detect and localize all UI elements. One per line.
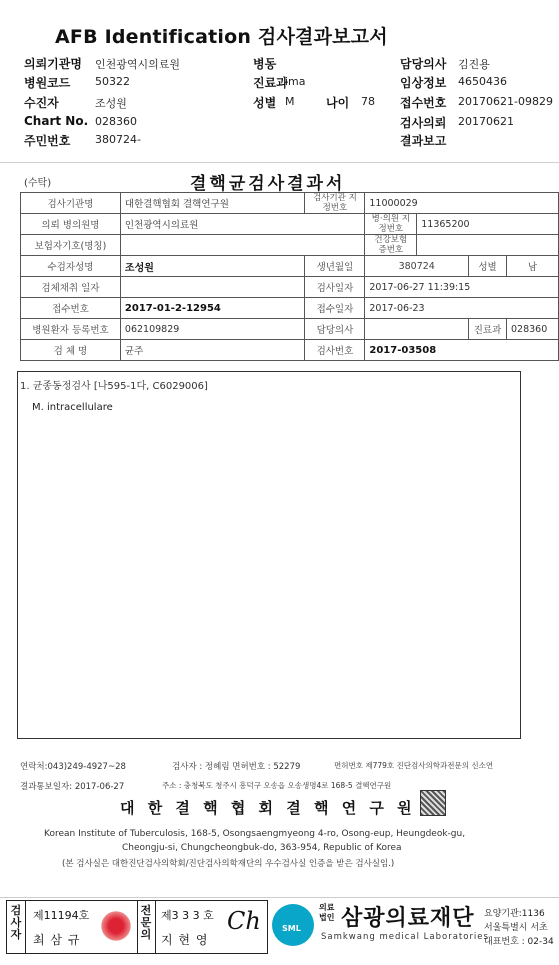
cell-value: 2017-06-23 [365, 298, 559, 319]
cell-label: 검사기관명 [21, 193, 121, 214]
cell-label: 진료과 [469, 319, 507, 340]
cell-label: 접수번호 [21, 298, 121, 319]
table-row [21, 256, 559, 277]
cell-value: 11365200 [417, 214, 559, 235]
cell-value: 11000029 [365, 193, 559, 214]
value-clinical-info: 4650436 [458, 75, 507, 88]
tester-license: 제11194호 [33, 909, 90, 922]
divider [137, 901, 138, 953]
certification-note: (본 검사실은 대한진단검사의학회/진단검사의학재단의 우수검사실 인증을 받은 검사실임.) [62, 859, 395, 869]
value-accession: 20170621-09829 [458, 95, 553, 108]
label-result-report: 결과보고 [400, 134, 447, 148]
table-row [21, 235, 559, 256]
table-row [21, 319, 559, 340]
cell-value: 028360 [507, 319, 559, 340]
value-dept: ima [285, 75, 306, 88]
label-clinical-info: 임상정보 [400, 76, 447, 90]
value-patient: 조성원 [95, 97, 127, 110]
label-patient: 수진자 [24, 96, 59, 110]
cell-value [365, 319, 469, 340]
table-row [21, 193, 559, 214]
tester-name: 최 삼 규 [33, 933, 81, 947]
cell-value: 인천광역시의료원 [120, 214, 364, 235]
result-line: 1. 균종동정검사 [나595-1다, C6029006] [20, 381, 208, 392]
sml-logo-icon [272, 904, 314, 946]
cell-value: 2017-06-27 11:39:15 [365, 277, 559, 298]
label-age: 나이 [326, 96, 350, 110]
cell-label: 성별 [469, 256, 507, 277]
cell-label: 의뢰 병의원명 [21, 214, 121, 235]
report-title: 결핵균검사결과서 [190, 174, 346, 194]
cell-label: 검사번호 [305, 340, 365, 361]
cell-value: 남 [507, 256, 559, 277]
value-sex: M [285, 95, 295, 108]
specialist-license: 제3 3 3 호 [161, 909, 214, 922]
cell-label: 병·의원 지정번호 [365, 214, 417, 235]
label-dept: 진료과 [253, 76, 288, 90]
specialist-name: 지 현 영 [161, 933, 209, 947]
cell-value: 380724 [365, 256, 469, 277]
value-hospital-code: 50322 [95, 75, 130, 88]
brand-subtitle: Samkwang medical Laboratories [321, 932, 489, 942]
brand-info-2: 서울특별시 서초 [484, 923, 548, 933]
result-box [17, 371, 521, 739]
label-ward: 병동 [253, 57, 277, 71]
tester-vertical-label: 검사자 [10, 904, 22, 941]
cell-value [417, 235, 559, 256]
value-chart-no: 028360 [95, 115, 137, 128]
cell-value [120, 235, 364, 256]
signature: Ch [227, 907, 261, 935]
brand-info-3: 대표번호 : 02-34 [484, 937, 554, 947]
report-tag: (수탁) [24, 178, 52, 189]
table-row [21, 298, 559, 319]
organism-name: M. intracellulare [32, 402, 113, 413]
cell-label: 건강보험 증번호 [365, 235, 417, 256]
divider [0, 162, 559, 163]
report-table [20, 192, 559, 361]
cell-label: 병원환자 등록번호 [21, 319, 121, 340]
brand-small: 의료 법인 [319, 903, 335, 922]
cell-value [120, 277, 305, 298]
footer-tester: 검사자 : 정혜림 면허번호 : 52279 [172, 762, 301, 772]
cell-value: 2017-03508 [365, 340, 559, 361]
divider [155, 901, 156, 953]
divider [25, 901, 26, 953]
label-request-date: 검사의뢰 [400, 116, 447, 130]
cell-label: 생년월일 [305, 256, 365, 277]
cell-value: 균주 [120, 340, 305, 361]
page-title: AFB Identification 검사결과보고서 [55, 26, 388, 48]
label-accession: 접수번호 [400, 96, 447, 110]
label-institution: 의뢰기관명 [24, 57, 82, 71]
table-row [21, 277, 559, 298]
value-request-date: 20170621 [458, 115, 514, 128]
specialist-vertical-label: 전문의 [140, 904, 152, 941]
table-row [21, 340, 559, 361]
cell-label: 수검자성명 [21, 256, 121, 277]
footer-report-date: 결과통보일자: 2017-06-27 [20, 782, 125, 792]
label-hospital-code: 병원코드 [24, 76, 71, 90]
label-doctor: 담당의사 [400, 57, 447, 71]
logo-text: SML [282, 924, 301, 933]
footer-address: 주소 : 충청북도 청주시 흥덕구 오송읍 오송생명4로 168-5 결핵연구원 [162, 781, 392, 790]
cell-label: 검 체 명 [21, 340, 121, 361]
cell-value: 대한결핵협회 결핵연구원 [120, 193, 305, 214]
cell-value: 062109829 [120, 319, 305, 340]
cell-label: 접수일자 [305, 298, 365, 319]
signoff-box [6, 900, 268, 954]
value-institution: 인천광역시의료원 [95, 58, 181, 71]
brand-name: 삼광의료재단 [341, 906, 475, 931]
label-chart-no: Chart No. [24, 114, 89, 128]
brand-info-1: 요양기관:1136 [484, 909, 545, 919]
label-sex: 성별 [253, 96, 277, 110]
cell-label: 검사기관 지정번호 [305, 193, 365, 214]
official-seal [420, 790, 446, 816]
cell-label: 담당의사 [305, 319, 365, 340]
cell-value: 조성원 [120, 256, 305, 277]
tester-stamp-icon [99, 909, 133, 943]
cell-label: 검사일자 [305, 277, 365, 298]
value-resident-no: 380724- [95, 133, 141, 146]
footer-contact: 연락처:043)249-4927~28 [20, 762, 126, 772]
cell-label: 보험자기호(명칭) [21, 235, 121, 256]
label-resident-no: 주민번호 [24, 134, 71, 148]
footer-specialist: 면허번호 제779호 진단검사의학과전문의 신소연 [334, 761, 494, 770]
value-doctor: 김진용 [458, 58, 490, 71]
cell-value: 2017-01-2-12954 [120, 298, 305, 319]
institute-address-en-2: Cheongju-si, Chungcheongbuk-do, 363-954, Republic of Korea [122, 843, 402, 853]
institute-name: 대 한 결 핵 협 회 결 핵 연 구 원 [120, 799, 416, 817]
cell-label: 검체채취 일자 [21, 277, 121, 298]
value-age: 78 [361, 95, 375, 108]
institute-address-en-1: Korean Institute of Tuberculosis, 168-5, Osongsaengmyeong 4-ro, Osong-eup, Heungdeok-gu, [44, 829, 466, 839]
table-row [21, 214, 559, 235]
